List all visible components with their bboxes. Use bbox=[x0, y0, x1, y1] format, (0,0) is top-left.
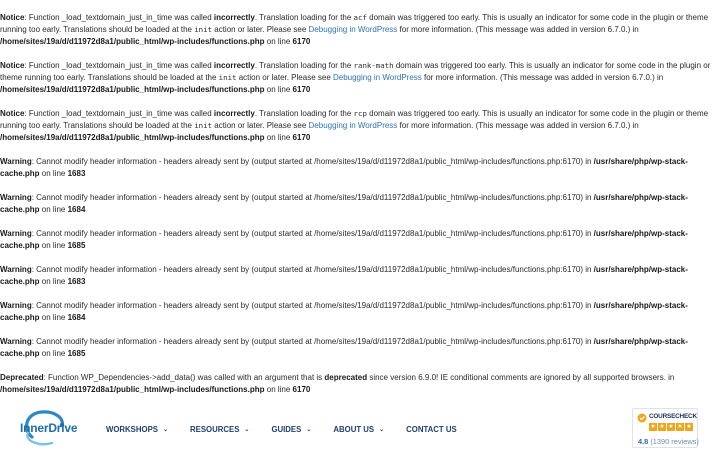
coursecheck-name: COURSECHECK bbox=[649, 413, 697, 420]
site-header bbox=[0, 402, 720, 450]
notice-message: Notice: Function _load_textdomain_just_in_time was called incorrectly. Translation loading for the rank-math domain was triggered too early. This is usually an indicator for some code in the plugin or theme running too early. Translations should be loaded at the init action or later. Please see Debugging in WordPress for more information. (This message was added in version 6.7.0.) in /home/sites/19a/d/d11972d8a1/public_html/wp-includes/functions.php on line 6170 bbox=[0, 61, 711, 94]
debugging-link[interactable]: Debugging in WordPress bbox=[308, 121, 398, 130]
debugging-link[interactable]: Debugging in WordPress bbox=[332, 73, 422, 82]
notice-label: Notice bbox=[0, 109, 25, 118]
star-icon: ★ bbox=[686, 424, 692, 430]
nav-contact-us[interactable]: CONTACT US bbox=[406, 424, 457, 434]
warning-message: Warning: Cannot modify header information - headers already sent by (output started at /home/sites/19a/d/d11972d8a1/public_html/wp-includes/functions.php:6170) in /usr/share/php/wp-stack-cache.php on line 1683 bbox=[0, 157, 688, 178]
debugging-link[interactable]: Debugging in WordPress bbox=[308, 25, 398, 34]
notice-label: Notice bbox=[0, 61, 25, 70]
warning-message: Warning: Cannot modify header information - headers already sent by (output started at /home/sites/19a/d/d11972d8a1/public_html/wp-includes/functions.php:6170) in /usr/share/php/wp-stack-cache.php on line 1685 bbox=[0, 229, 688, 250]
notice-label: Notice bbox=[0, 13, 25, 22]
chevron-down-icon: ⌄ bbox=[244, 426, 250, 433]
nav-guides[interactable]: GUIDES ⌄ bbox=[271, 424, 312, 434]
star-icon: ★ bbox=[677, 424, 683, 430]
chevron-down-icon: ⌄ bbox=[162, 426, 169, 433]
notice-message: Notice: Function _load_textdomain_just_in_time was called incorrectly. Translation loading for the rcp domain was triggered too early. This is usually an indicator for some code in the plugin or theme running too early. Translations should be loaded at the init action or later. Please see Debugging in WordPress for more information. (This message was added in version 6.7.0.) in /home/sites/19a/d/d11972d8a1/public_html/wp-includes/functions.php on line 6170 bbox=[0, 109, 709, 142]
main-nav bbox=[106, 423, 479, 435]
rating-stars bbox=[649, 423, 694, 431]
deprecated-message: Deprecated: Function WP_Dependencies->add_data() was called with an argument that is deprecated since version 6.9.0! IE conditional comments are ignored by all supported browsers. in /home/sites/19a/d/d11972d8a1/public_html/wp-includes/functions.php on line 6170 bbox=[0, 373, 675, 394]
warning-message: Warning: Cannot modify header information - headers already sent by (output started at /home/sites/19a/d/d11972d8a1/public_html/wp-includes/functions.php:6170) in /usr/share/php/wp-stack-cache.php on line 1685 bbox=[0, 337, 688, 358]
nav-about-us[interactable]: ABOUT US ⌄ bbox=[333, 424, 385, 434]
warning-message: Warning: Cannot modify header information - headers already sent by (output started at /home/sites/19a/d/d11972d8a1/public_html/wp-includes/functions.php:6170) in /usr/share/php/wp-stack-cache.php on line 1683 bbox=[0, 265, 688, 286]
star-icon: ★ bbox=[659, 424, 665, 430]
nav-workshops[interactable]: WORKSHOPS ⌄ bbox=[106, 424, 169, 434]
chevron-down-icon: ⌄ bbox=[306, 426, 312, 433]
warning-message: Warning: Cannot modify header information - headers already sent by (output started at /home/sites/19a/d/d11972d8a1/public_html/wp-includes/functions.php:6170) in /usr/share/php/wp-stack-cache.php on line 1684 bbox=[0, 301, 688, 322]
review-count: (1390 reviews) bbox=[650, 437, 699, 446]
star-icon: ★ bbox=[668, 424, 674, 430]
star-icon: ★ bbox=[650, 424, 656, 430]
warning-message: Warning: Cannot modify header information - headers already sent by (output started at /home/sites/19a/d/d11972d8a1/public_html/wp-includes/functions.php:6170) in /usr/share/php/wp-stack-cache.php on line 1684 bbox=[0, 193, 688, 214]
coursecheck-badge[interactable] bbox=[632, 408, 698, 448]
logo-text: InnerDrive bbox=[20, 421, 78, 435]
rating-value: 4.8 bbox=[638, 437, 649, 446]
chevron-down-icon: ⌄ bbox=[379, 426, 385, 433]
notice-message: Notice: Function _load_textdomain_just_in_time was called incorrectly. Translation loading for the acf domain was triggered too early. This is usually an indicator for some code in the plugin or theme running too early. Translations should be loaded at the init action or later. Please see Debugging in WordPress for more information. (This message was added in version 6.7.0.) in /home/sites/19a/d/d11972d8a1/public_html/wp-includes/functions.php on line 6170 bbox=[0, 13, 709, 46]
nav-resources[interactable]: RESOURCES ⌄ bbox=[190, 424, 250, 434]
rating-summary bbox=[638, 437, 699, 446]
